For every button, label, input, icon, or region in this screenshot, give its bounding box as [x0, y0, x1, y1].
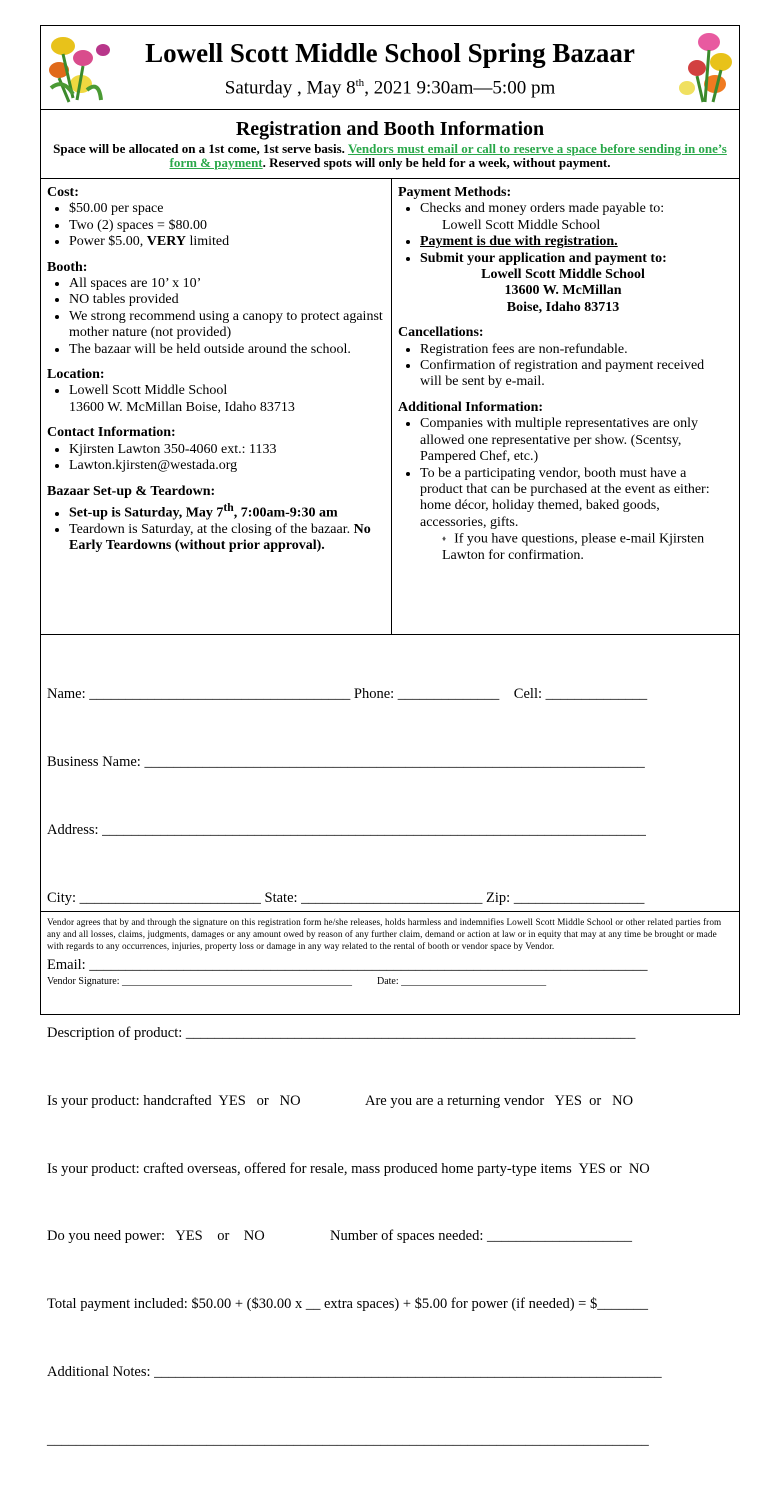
info-box: [41, 178, 739, 635]
left-column: [47, 179, 392, 564]
cancellation-section: Cancellations: • Registration fees are non-refundable. • Confirmation of registration and payment received will be sent by e-mail.: [398, 325, 728, 391]
liability-waiver: Vendor agrees that by and through the signature on this registration form he/she releases, holds harmless and indemnifies Lowell Scott Middle School or other related parties from any and all losses, claims, judgments, damages or any amount owed by reason of any further claim, demand or action at law or in equity that may at any time be brought or made with regards to any occurrences, injuries, property loss or damage in any way related to the rental of booth or vendor space by Vendor.: [47, 917, 722, 952]
location-section: Location: • Lowell Scott Middle School 13600 W. McMillan Boise, Idaho 83713: [47, 367, 392, 416]
overseas-question[interactable]: Is your product: crafted overseas, offered for resale, mass produced home party-type items YES or NO: [47, 1160, 650, 1177]
additional-info-section: Additional Information: • Companies with multiple representatives are only allowed one representative per show. (Scentsy, Pampered Chef, etc.) • To be a participating vendor, booth must have a product that can be purchased at the event as either: home décor, holiday themed, baked goods, accessories, gifts. ♦ If you have questions, please e-mail Kjirsten Lawton for confirmation.: [398, 400, 728, 564]
bazaar-form-page: [40, 25, 740, 1448]
additional-notes-line-2[interactable]: ___________________________________________________________________________________: [47, 1431, 649, 1448]
address-line[interactable]: Address: ___________________________________________________________________________: [47, 821, 646, 838]
product-description-line[interactable]: Description of product: ______________________________________________________________: [47, 1025, 636, 1042]
page-title: Lowell Scott Middle School Spring Bazaar: [145, 38, 635, 68]
total-payment-line[interactable]: Total payment included: $50.00 + ($30.00 x __ extra spaces) + $5.00 for power (if needed) = $_______: [47, 1296, 648, 1313]
allocation-notice: Space will be allocated on a 1st come, 1st serve basis. Vendors must email or call to reserve a space before sending in one’s form & payment. Reserved spots will only be held for a week, without payment.: [53, 141, 727, 170]
vendor-form: [47, 638, 735, 1497]
divider: [41, 911, 739, 912]
cost-section: Cost: • $50.00 per space • Two (2) spaces = $80.00 • Power $5.00, VERY limited: [47, 185, 392, 251]
contact-email-link[interactable]: • Lawton.kjirsten@westada.org: [69, 458, 392, 474]
additional-notes-line[interactable]: Additional Notes: ______________________________________________________________________: [47, 1364, 662, 1380]
header: [41, 26, 739, 110]
city-state-zip-line[interactable]: City: _________________________ State: _________________________ Zip: __________________: [47, 889, 645, 906]
right-column: [398, 179, 728, 573]
reserve-space-link[interactable]: Vendors must email or call to reserve a space before sending in one’s form & payment: [169, 141, 727, 170]
handcrafted-question[interactable]: Is your product: handcrafted YES or NO Are you are a returning vendor YES or NO: [47, 1092, 634, 1109]
contact-section: Contact Information: • Kjirsten Lawton 350-4060 ext.: 1133 • Lawton.kjirsten@westada.org: [47, 425, 392, 474]
business-name-line[interactable]: Business Name: _____________________________________________________________________: [47, 753, 645, 770]
power-spaces-question[interactable]: Do you need power: YES or NO Number of spaces needed: ____________________: [47, 1228, 633, 1245]
booth-section: Booth: • All spaces are 10’ x 10’ • NO tables provided • We strong recommend using a canopy to protect against mother nature (not provided) • The bazaar will be held outside around the school.: [47, 260, 392, 358]
name-phone-cell-line[interactable]: Name: ____________________________________ Phone: ______________ Cell: ______________: [47, 686, 648, 703]
registration-title: Registration and Booth Information: [235, 118, 545, 140]
signature-line[interactable]: Vendor Signature: ______________________________________________ Date: _____________________________: [47, 976, 547, 987]
payment-section: Payment Methods: • Checks and money orders made payable to: Lowell Scott Middle School • Payment is due with registration. • Submit your application and payment to: Lowell Scott Middle School 13600 W. McMillan Boise, Idaho 83713: [398, 185, 728, 316]
event-date: Saturday , May 8th, 2021 9:30am—5:00 pm: [224, 77, 556, 99]
setup-section: Bazaar Set-up & Teardown: • Set-up is Saturday, May 7th, 7:00am-9:30 am • Teardown is Saturday, at the closing of the bazaar. No Early Teardowns (without prior approval).: [47, 484, 392, 555]
email-line[interactable]: Email: _____________________________________________________________________________: [47, 957, 648, 974]
